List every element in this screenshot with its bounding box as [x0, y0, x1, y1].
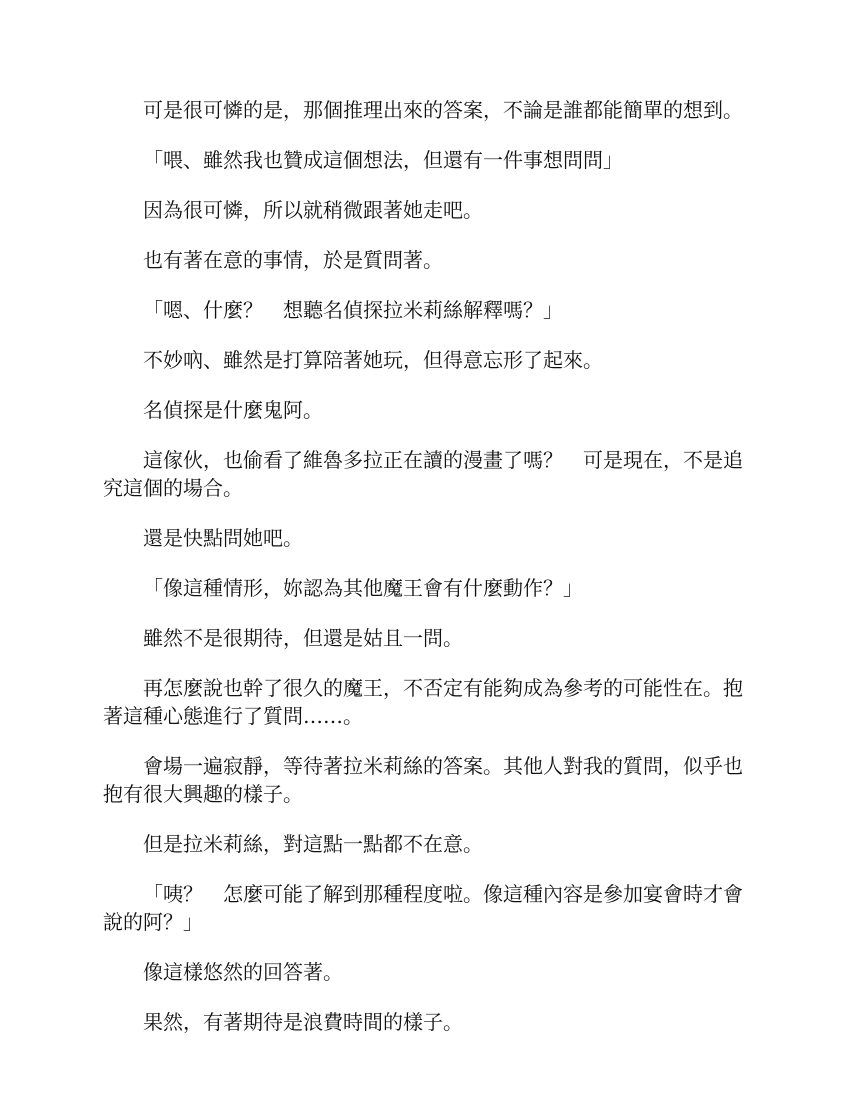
paragraph-1: 可是很可憐的是，那個推理出來的答案，不論是誰都能簡單的想到。: [143, 98, 743, 122]
paragraph-16: 像這樣悠然的回答著。: [143, 960, 343, 984]
paragraph-13: 會場一遍寂靜，等待著拉米莉絲的答案。其他人對我的質問，似乎也抱有很大興趣的樣子。: [103, 754, 743, 806]
paragraph-11: 雖然不是很期待，但還是姑且一問。: [143, 626, 463, 650]
paragraph-5: 「嗯、什麼？ 想聽名偵探拉米莉絲解釋嗎？」: [143, 298, 563, 322]
paragraph-12: 再怎麼說也幹了很久的魔王，不否定有能夠成為參考的可能性在。抱著這種心態進行了質問……。: [103, 676, 743, 728]
paragraph-10: 「像這種情形，妳認為其他魔王會有什麼動作？」: [143, 576, 583, 600]
paragraph-14: 但是拉米莉絲，對這點一點都不在意。: [143, 832, 483, 856]
paragraph-4: 也有著在意的事情，於是質問著。: [143, 248, 443, 272]
paragraph-3: 因為很可憐，所以就稍微跟著她走吧。: [143, 198, 483, 222]
paragraph-6: 不妙吶、雖然是打算陪著她玩，但得意忘形了起來。: [143, 348, 603, 372]
paragraph-9: 還是快點問她吧。: [143, 526, 303, 550]
paragraph-2: 「喂、雖然我也贊成這個想法，但還有一件事想問問」: [143, 148, 623, 172]
document-page: [103, 96, 751, 1058]
paragraph-8: 這傢伙，也偷看了維魯多拉正在讀的漫畫了嗎？ 可是現在，不是追究這個的場合。: [103, 448, 743, 500]
paragraph-7: 名偵探是什麼鬼阿。: [143, 398, 323, 422]
paragraph-17: 果然，有著期待是浪費時間的樣子。: [143, 1010, 463, 1034]
paragraph-15: 「咦？ 怎麼可能了解到那種程度啦。像這種內容是參加宴會時才會說的阿？」: [103, 882, 743, 934]
